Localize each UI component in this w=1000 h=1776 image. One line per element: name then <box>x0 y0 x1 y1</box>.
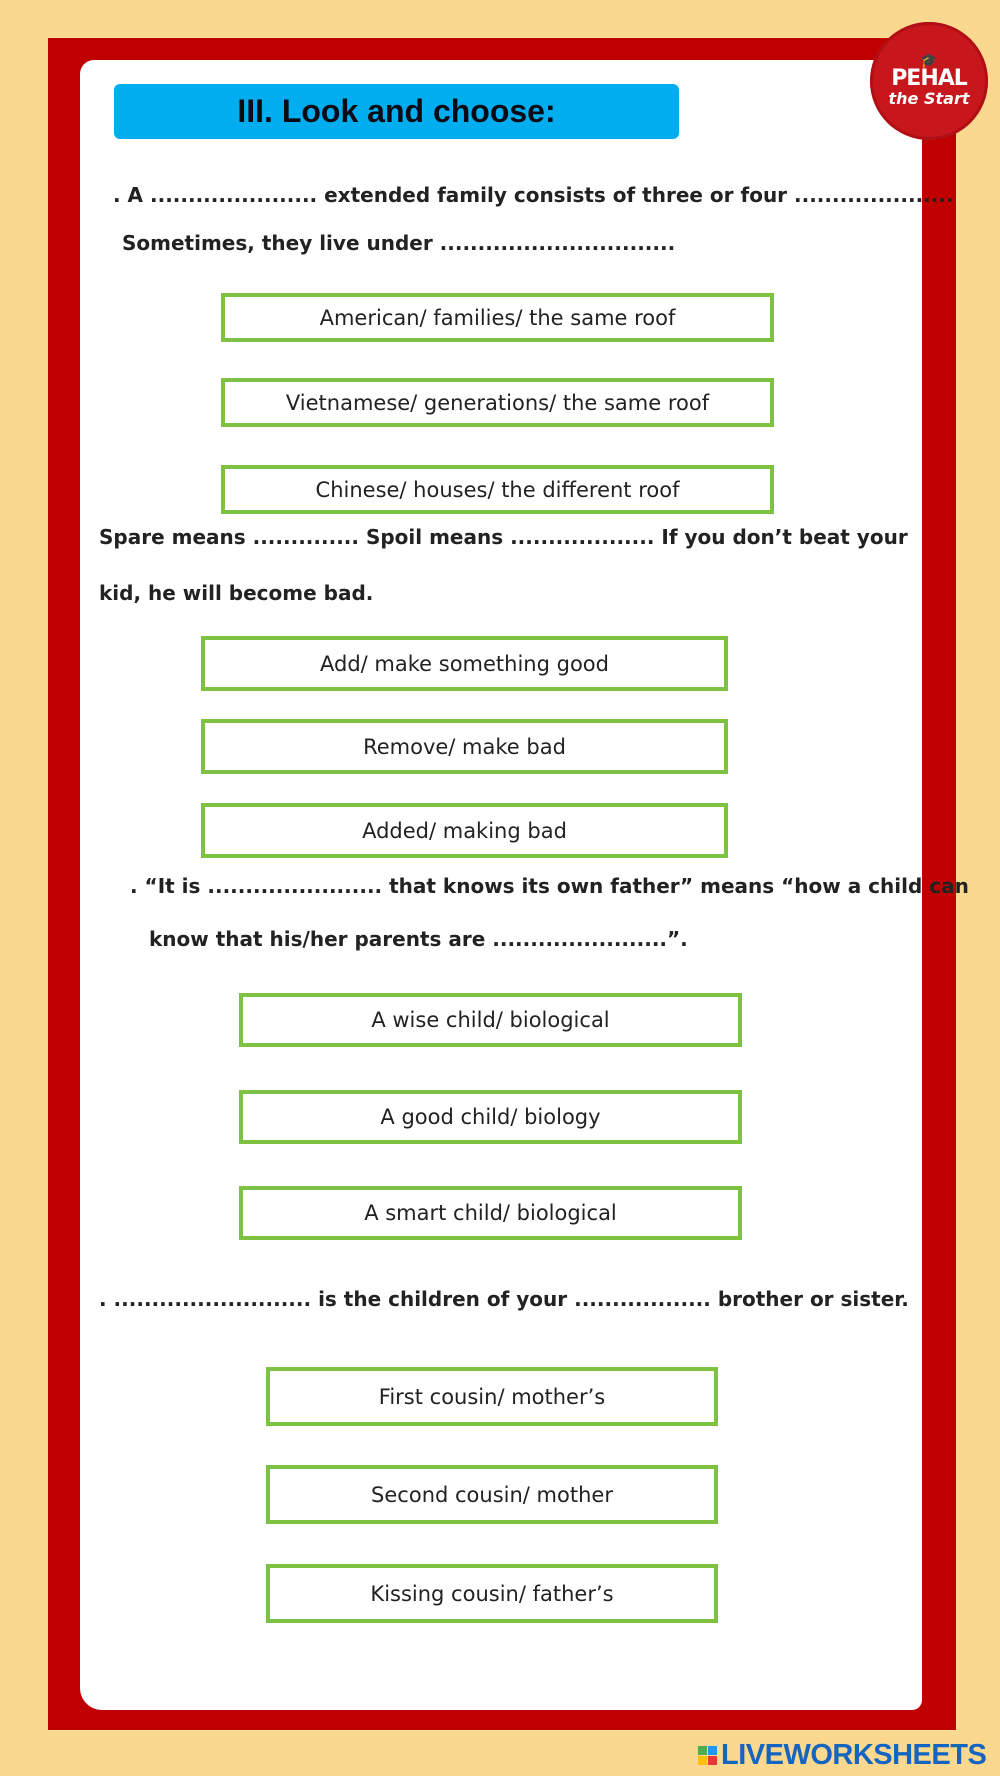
liveworksheets-footer <box>698 1740 986 1770</box>
question-4-line-1: . .......................... is the children of your .................. brother or sister. <box>99 1287 909 1311</box>
question-4-option-2[interactable]: Second cousin/ mother <box>266 1465 718 1524</box>
pehal-logo <box>870 22 988 140</box>
question-3-line-1: . “It is ....................... that knows its own father” means “how a child can <box>130 874 969 898</box>
liveworksheets-logo-icon <box>698 1746 717 1765</box>
question-4-option-3[interactable]: Kissing cousin/ father’s <box>266 1564 718 1623</box>
question-1-option-1[interactable]: American/ families/ the same roof <box>221 293 774 342</box>
question-2-option-1[interactable]: Add/ make something good <box>201 636 728 691</box>
question-1-option-2[interactable]: Vietnamese/ generations/ the same roof <box>221 378 774 427</box>
question-1-line-2: Sometimes, they live under ............................... <box>122 231 676 255</box>
section-header <box>114 84 679 139</box>
question-4-option-1[interactable]: First cousin/ mother’s <box>266 1367 718 1426</box>
question-3-option-3[interactable]: A smart child/ biological <box>239 1186 742 1240</box>
question-3-option-2[interactable]: A good child/ biology <box>239 1090 742 1144</box>
footer-brand: LIVEWORKSHEETS <box>721 1738 987 1771</box>
question-3-option-1[interactable]: A wise child/ biological <box>239 993 742 1047</box>
logo-text-top: PEHAL <box>891 66 967 91</box>
question-2-option-2[interactable]: Remove/ make bad <box>201 719 728 774</box>
question-3-line-2: know that his/her parents are .......................”. <box>149 927 688 951</box>
logo-text-bottom: the Start <box>888 89 970 108</box>
question-2-line-2: kid, he will become bad. <box>99 581 374 605</box>
graduation-cap-icon: 🎓 <box>920 53 938 69</box>
question-1-line-1: . A ...................... extended family consists of three or four ..................... <box>113 183 954 207</box>
section-title: III. Look and choose: <box>237 93 556 129</box>
question-1-option-3[interactable]: Chinese/ houses/ the different roof <box>221 465 774 514</box>
question-2-line-1: Spare means .............. Spoil means ................... If you don’t beat your <box>99 525 908 549</box>
question-2-option-3[interactable]: Added/ making bad <box>201 803 728 858</box>
